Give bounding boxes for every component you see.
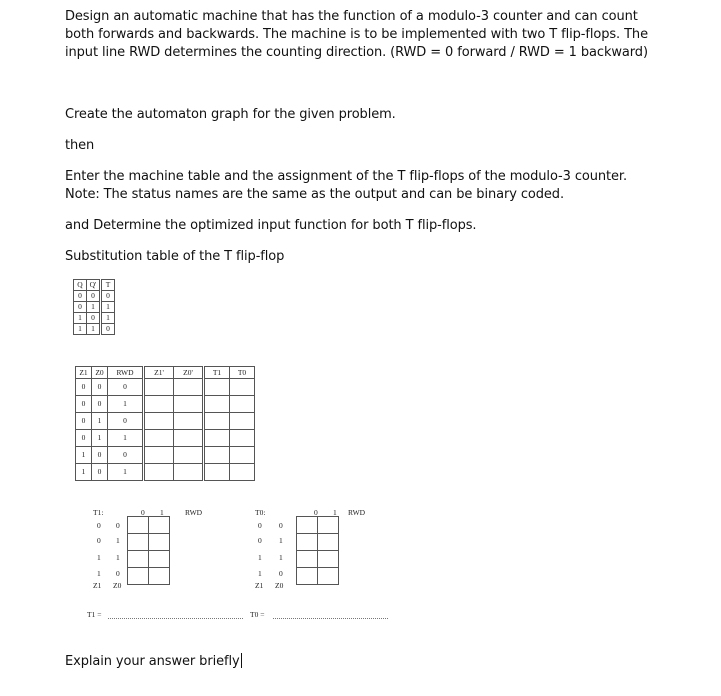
kmap-row-label: 0 xyxy=(116,521,120,530)
kmap-row-label: 0 xyxy=(97,536,101,545)
kmap-col-label: 0 xyxy=(314,508,318,517)
kmap-cell[interactable] xyxy=(318,568,339,585)
table-row xyxy=(74,291,115,302)
task-table-line-1: Enter the machine table and the assignment of the T flip-flops of the modulo-3 counter. xyxy=(65,169,627,184)
table-cell: 0 xyxy=(76,379,92,396)
kmap-col-label: 0 xyxy=(141,508,145,517)
input-cell[interactable] xyxy=(174,413,204,430)
input-cell[interactable] xyxy=(174,464,204,481)
table-cell: 1 xyxy=(76,447,92,464)
input-cell[interactable] xyxy=(230,396,255,413)
kmap-row-label: 0 xyxy=(258,521,262,530)
input-cell[interactable] xyxy=(174,396,204,413)
kmap-row-var: Z1 xyxy=(93,581,102,590)
input-cell[interactable] xyxy=(144,396,174,413)
substitution-title: Substitution table of the T flip-flop xyxy=(65,249,285,264)
kmap-row-label: 1 xyxy=(97,569,101,578)
table-row xyxy=(76,430,255,447)
table-row xyxy=(76,396,255,413)
table-cell: 0 xyxy=(92,379,108,396)
kmap-cell[interactable] xyxy=(128,517,149,534)
header-cell: Q xyxy=(74,280,87,291)
table-row xyxy=(76,379,255,396)
kmap-cell[interactable] xyxy=(128,568,149,585)
table-cell: 0 xyxy=(76,430,92,447)
kmap-cell[interactable] xyxy=(149,534,170,551)
then-text: then xyxy=(65,138,95,153)
table-cell: 0 xyxy=(101,291,115,302)
intro-line-3: input line RWD determines the counting direction. (RWD = 0 forward / RWD = 1 backward) xyxy=(65,45,648,60)
kmap-row-label: 1 xyxy=(116,553,120,562)
text-cursor xyxy=(241,653,242,668)
formula-answer-line[interactable] xyxy=(273,618,388,619)
kmap-row-label: 0 xyxy=(279,521,283,530)
kmap-row-label: 1 xyxy=(279,536,283,545)
kmap-var-label: RWD xyxy=(348,508,366,517)
kmap-row-label: 1 xyxy=(258,553,262,562)
table-cell: 1 xyxy=(76,464,92,481)
input-cell[interactable] xyxy=(144,430,174,447)
input-cell[interactable] xyxy=(204,447,230,464)
kmap-cell[interactable] xyxy=(149,551,170,568)
table-cell: 1 xyxy=(74,313,87,324)
table-row xyxy=(74,302,115,313)
input-cell[interactable] xyxy=(144,464,174,481)
task-function: and Determine the optimized input function for both T flip-flops. xyxy=(65,218,477,233)
kmap-cell[interactable] xyxy=(128,551,149,568)
kmap-cell[interactable] xyxy=(149,517,170,534)
kmap-cell[interactable] xyxy=(297,534,318,551)
kmap-row-label: 0 xyxy=(258,536,262,545)
machine-table xyxy=(75,366,255,481)
table-cell: 0 xyxy=(108,413,144,430)
table-cell: 1 xyxy=(108,464,144,481)
input-cell[interactable] xyxy=(174,379,204,396)
input-cell[interactable] xyxy=(144,379,174,396)
table-cell: 1 xyxy=(87,324,101,335)
kmap-row-label: 1 xyxy=(97,553,101,562)
table-cell: 0 xyxy=(76,396,92,413)
kmap-cell[interactable] xyxy=(128,534,149,551)
table-cell: 0 xyxy=(87,313,101,324)
intro-line-2: both forwards and backwards. The machine is to be implemented with two T flip-flops. The xyxy=(65,27,648,42)
kmap-cell[interactable] xyxy=(149,568,170,585)
kmap-col-label: 1 xyxy=(333,508,337,517)
table-cell: 0 xyxy=(108,447,144,464)
input-cell[interactable] xyxy=(204,464,230,481)
header-cell: RWD xyxy=(108,367,144,379)
input-cell[interactable] xyxy=(174,430,204,447)
header-cell: Z0 xyxy=(92,367,108,379)
input-cell[interactable] xyxy=(230,464,255,481)
header-cell: Z0' xyxy=(174,367,204,379)
input-cell[interactable] xyxy=(230,447,255,464)
input-cell[interactable] xyxy=(204,430,230,447)
kmap-row-label: 1 xyxy=(258,569,262,578)
intro-line-1: Design an automatic machine that has the function of a modulo-3 counter and can count xyxy=(65,9,638,24)
kmap-cell[interactable] xyxy=(318,551,339,568)
kmap-cell[interactable] xyxy=(318,517,339,534)
input-cell[interactable] xyxy=(230,413,255,430)
kmap-col-label: 1 xyxy=(160,508,164,517)
table-cell: 1 xyxy=(108,430,144,447)
table-cell: 1 xyxy=(101,313,115,324)
input-cell[interactable] xyxy=(204,413,230,430)
table-cell: 0 xyxy=(74,291,87,302)
input-cell[interactable] xyxy=(204,379,230,396)
table-cell: 0 xyxy=(87,291,101,302)
kmap-row-label: 0 xyxy=(116,569,120,578)
kmap-row-label: 1 xyxy=(279,553,283,562)
header-cell: T0 xyxy=(230,367,255,379)
table-cell: 0 xyxy=(101,324,115,335)
table-cell: 1 xyxy=(101,302,115,313)
input-cell[interactable] xyxy=(174,447,204,464)
kmap-row-var: Z0 xyxy=(113,581,122,590)
table-cell: 0 xyxy=(74,302,87,313)
header-cell: T xyxy=(101,280,115,291)
input-cell[interactable] xyxy=(144,447,174,464)
input-cell[interactable] xyxy=(230,430,255,447)
input-cell[interactable] xyxy=(230,379,255,396)
input-cell[interactable] xyxy=(204,396,230,413)
table-cell: 1 xyxy=(92,430,108,447)
kmap-cell[interactable] xyxy=(318,534,339,551)
explain-text: Explain your answer briefly xyxy=(65,654,240,669)
table-header-row xyxy=(76,367,255,379)
kmap-var-label: RWD xyxy=(185,508,203,517)
table-cell: 0 xyxy=(108,379,144,396)
table-cell: 0 xyxy=(92,396,108,413)
kmap-cell[interactable] xyxy=(297,517,318,534)
kmap-grid xyxy=(127,516,170,585)
table-cell: 0 xyxy=(92,464,108,481)
kmap-row-var: Z0 xyxy=(275,581,284,590)
header-cell: Z1 xyxy=(76,367,92,379)
table-row xyxy=(76,413,255,430)
table-cell: 0 xyxy=(76,413,92,430)
header-cell: Z1' xyxy=(144,367,174,379)
table-row xyxy=(74,313,115,324)
table-row xyxy=(74,324,115,335)
kmap-row-label: 0 xyxy=(97,521,101,530)
kmap-row-var: Z1 xyxy=(255,581,264,590)
formula-label: T0 = xyxy=(250,610,265,619)
table-cell: 1 xyxy=(92,413,108,430)
kmap-title: T0: xyxy=(255,508,266,517)
header-cell: Q' xyxy=(87,280,101,291)
table-row xyxy=(74,280,115,291)
header-cell: T1 xyxy=(204,367,230,379)
table-row xyxy=(76,464,255,481)
task-graph: Create the automaton graph for the given problem. xyxy=(65,107,396,122)
table-cell: 1 xyxy=(74,324,87,335)
explain-prompt[interactable] xyxy=(65,653,242,671)
table-cell: 1 xyxy=(108,396,144,413)
input-cell[interactable] xyxy=(144,413,174,430)
t-flipflop-table xyxy=(73,279,115,335)
task-table-line-2: Note: The status names are the same as the output and can be binary coded. xyxy=(65,187,564,202)
formula-label: T1 = xyxy=(87,610,102,619)
table-row xyxy=(76,447,255,464)
table-cell: 0 xyxy=(92,447,108,464)
formula-answer-line[interactable] xyxy=(108,618,243,619)
table-cell: 1 xyxy=(87,302,101,313)
kmap-row-label: 1 xyxy=(116,536,120,545)
kmap-cell[interactable] xyxy=(297,568,318,585)
kmap-title: T1: xyxy=(93,508,104,517)
kmap-row-label: 0 xyxy=(279,569,283,578)
kmap-cell[interactable] xyxy=(297,551,318,568)
kmap-grid xyxy=(296,516,339,585)
